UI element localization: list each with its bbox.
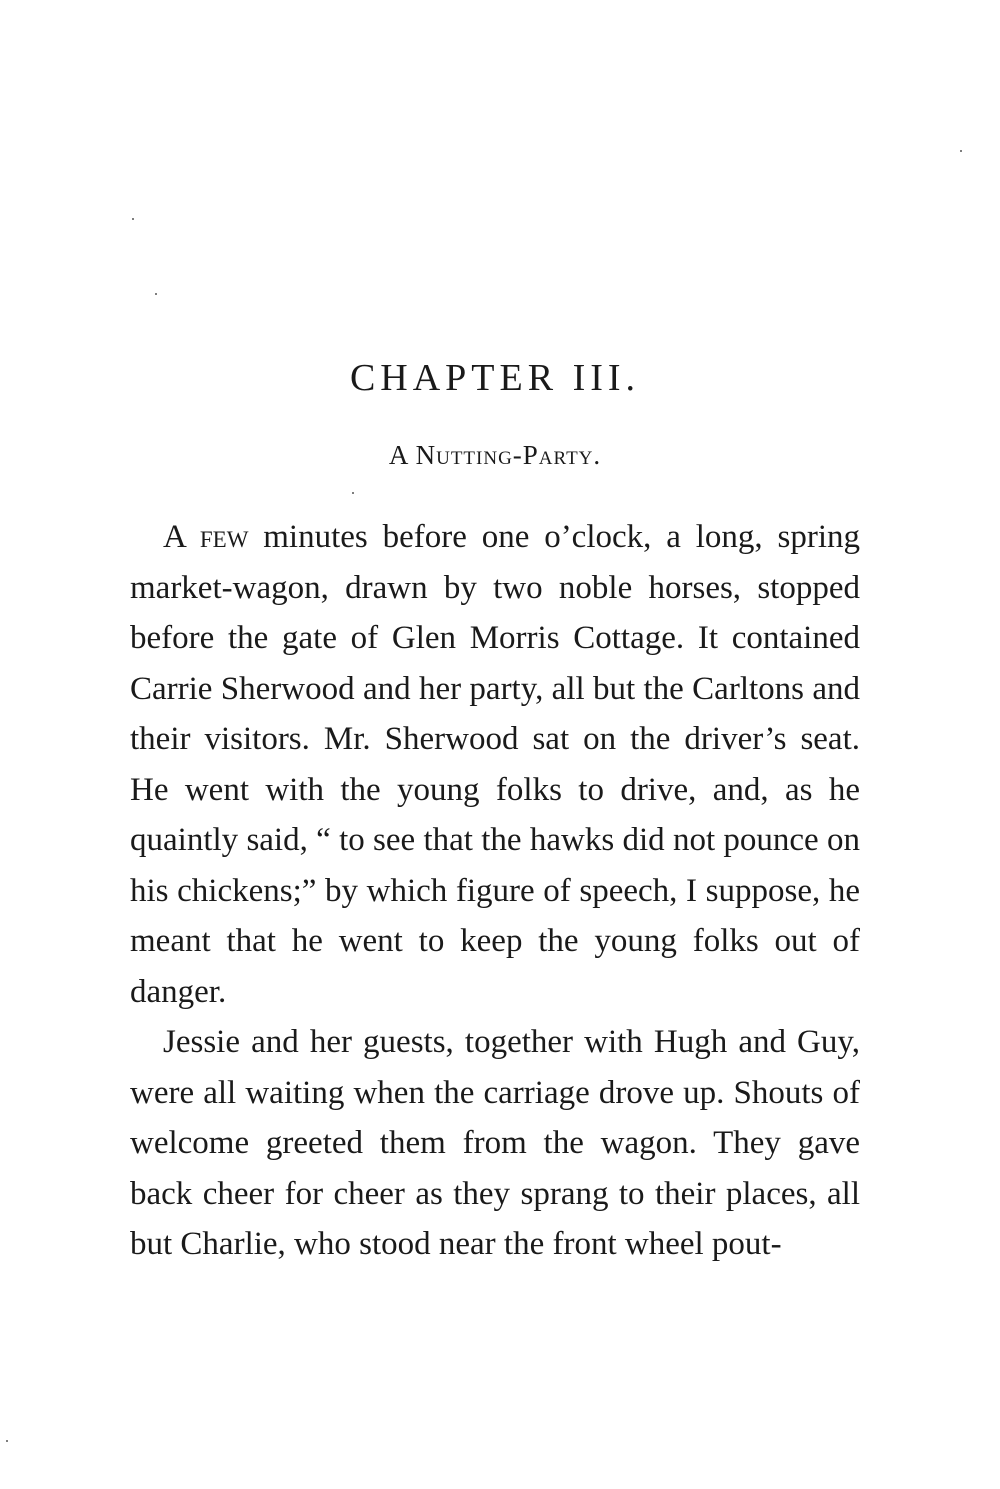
- scan-speck: [352, 492, 354, 494]
- paragraph: [130, 1017, 860, 1270]
- paragraph-text: Jessie and her guests, together with Hugh and Guy, were all waiting when the carriage drove up. Shouts of welcome greeted them from the wagon. They gave back cheer for cheer as they sprang to their places, all but Charlie, who stood near the front wheel pout-: [130, 1024, 860, 1262]
- chapter-body: [130, 512, 860, 1270]
- scan-speck: [132, 218, 134, 220]
- paragraph-lead: A few: [163, 519, 249, 555]
- chapter-title: A Nutting-Party.: [388, 440, 602, 470]
- paragraph-text: minutes before one o’clock, a long, spring market-wagon, drawn by two noble horses, stopped before the gate of Glen Morris Cottage. It contained Carrie Sherwood and her party, all but the Carltons and their visitors. Mr. Sherwood sat on the driver’s seat. He went with the young folks to drive, and, as he quaintly said, “ to see that the hawks did not pounce on his chickens;” by which figure of speech, I suppose, he meant that he went to keep the young folks out of danger.: [130, 519, 860, 1010]
- chapter-heading: CHAPTER III.: [349, 357, 641, 399]
- scan-speck: [960, 150, 962, 152]
- paragraph: [130, 512, 860, 1017]
- scan-speck: [155, 293, 157, 295]
- scan-speck: [6, 1440, 8, 1442]
